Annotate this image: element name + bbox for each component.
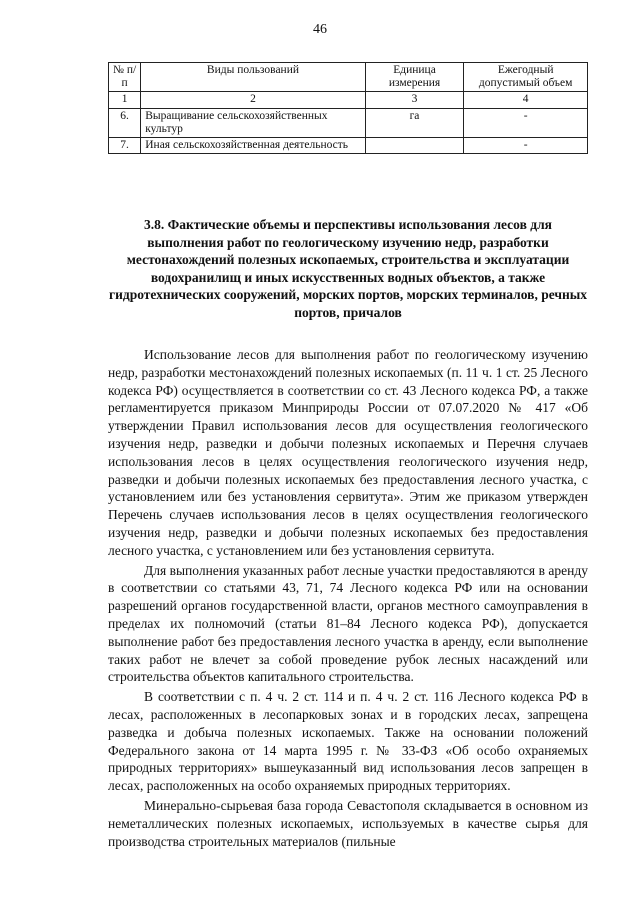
header-unit: Единица измерения bbox=[365, 63, 464, 92]
row-annual-volume: - bbox=[464, 108, 588, 137]
index-cell: 2 bbox=[141, 92, 365, 108]
row-unit: га bbox=[365, 108, 464, 137]
table-row bbox=[109, 138, 588, 154]
row-number: 7. bbox=[109, 138, 141, 154]
row-use-type: Выращивание сельскохозяйственных культур bbox=[141, 108, 365, 137]
section-title: 3.8. Фактические объемы и перспективы использования лесов для выполнения работ по геологическому изучению недр, разработки местонахождений полезных ископаемых, строительства и эксплуатации водохранилищ и иных искусственных водных объектов, а также гидротехнических сооружений, морских портов, морских терминалов, речных портов, причалов bbox=[108, 217, 588, 320]
paragraph: Для выполнения указанных работ лесные участки предоставляются в аренду в соответствии со статьями 43, 71, 74 Лесного кодекса РФ или на основании разрешений органов государственной власти, органов местного самоуправления в пределах их полномочий (статьи 81–84 Лесного кодекса РФ), допускается выполнение работ без предоставления лесного участка в аренду, если выполнение таких работ не влечет за собой проведение рубок лесных насаждений или строительства объектов капитального строительства. bbox=[108, 562, 588, 685]
table-index-row bbox=[109, 92, 588, 108]
page-number: 46 bbox=[313, 22, 327, 37]
paragraph: В соответствии с п. 4 ч. 2 ст. 114 и п. 4 ч. 2 ст. 116 Лесного кодекса РФ в лесах, расположенных в лесопарковых зонах и в городских лесах, запрещена разведка и добыча полезных ископаемых. Также на основании положений Федерального закона от 14 марта 1995 г. № 33-ФЗ «Об особо охраняемых природных территориях» вышеуказанный вид использования лесов запрещен в лесах, расположенных на особо охраняемых природных территориях. bbox=[108, 689, 588, 794]
forest-use-table bbox=[108, 62, 588, 154]
table-row bbox=[109, 108, 588, 137]
section-body bbox=[108, 346, 588, 852]
row-number: 6. bbox=[109, 108, 141, 137]
row-use-type: Иная сельскохозяйственная деятельность bbox=[141, 138, 365, 154]
index-cell: 4 bbox=[464, 92, 588, 108]
header-use-type: Виды пользований bbox=[141, 63, 365, 92]
table-header-row bbox=[109, 63, 588, 92]
row-unit bbox=[365, 138, 464, 154]
paragraph: Минерально-сырьевая база города Севастополя складывается в основном из неметаллических полезных ископаемых, используемых в качестве сырья для производства строительных материалов (пильные bbox=[108, 797, 588, 849]
header-number: № п/п bbox=[109, 63, 141, 92]
row-annual-volume: - bbox=[464, 138, 588, 154]
header-annual-volume: Ежегодный допустимый объем bbox=[464, 63, 588, 92]
index-cell: 3 bbox=[365, 92, 464, 108]
paragraph: Использование лесов для выполнения работ по геологическому изучению недр, разработки местонахождений полезных ископаемых (п. 11 ч. 1 ст. 25 Лесного кодекса РФ) осуществляется в соответствии со ст. 43 Лесного кодекса РФ, а также регламентируется приказом Минприроды России от 07.07.2020 № 417 «Об утверждении Правил использования лесов для осуществления геологического изучения недр, разведки и добычи полезных ископаемых и Перечня случаев использования лесов в целях осуществления геологического изучения недр, разведки и добычи полезных ископаемых без предоставления лесного участка, с установлением или без установления сервитута». Этим же приказом утвержден Перечень случаев использования лесов в целях осуществления геологического изучения недр, разведки и добычи полезных ископаемых без предоставления лесного участка, с установлением или без установления сервитута. bbox=[108, 347, 588, 558]
index-cell: 1 bbox=[109, 92, 141, 108]
